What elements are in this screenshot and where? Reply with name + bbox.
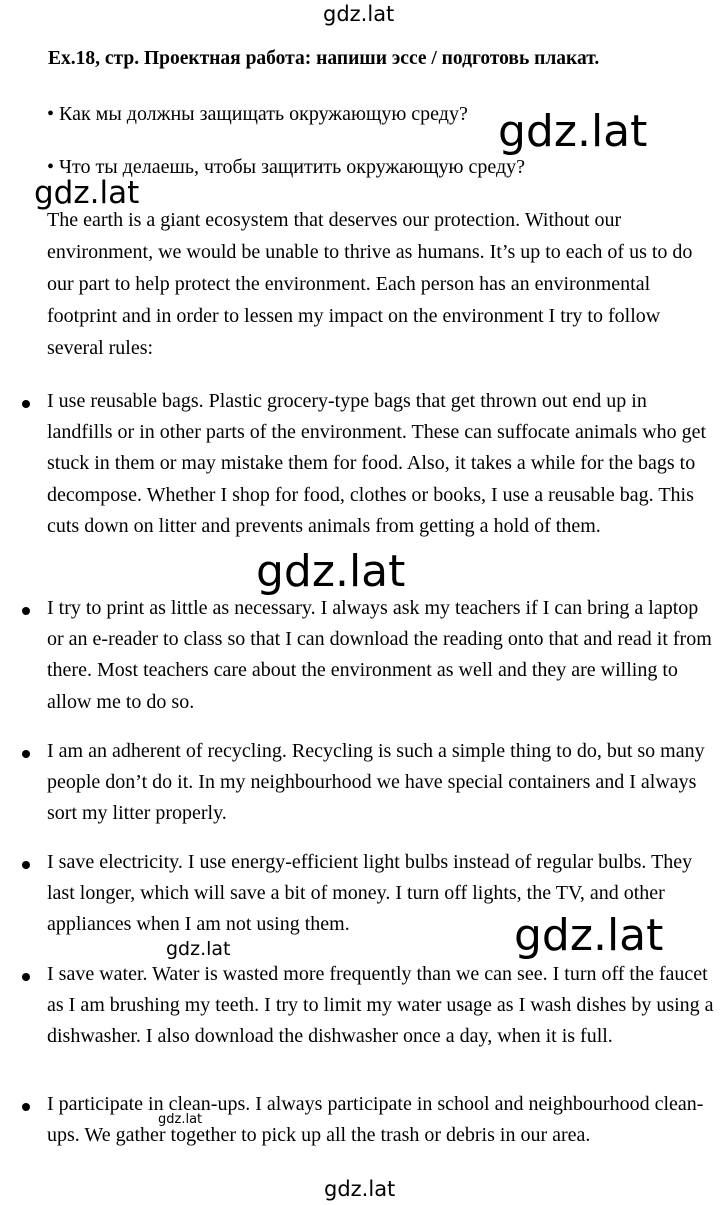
bullet-icon (22, 400, 30, 408)
list-item-text: I use reusable bags. Plastic grocery-type bags that get thrown out end up in landfills or in other parts of the environment. These can suffocate animals who get stuck in them or may mistake them for food. Also, it takes a while for the bags to decompose. Whether I shop for food, clothes or books, I use a reusable bag. This cuts down on litter and prevents animals from getting a hold of them. (47, 390, 707, 537)
watermark-large-right: gdz.lat (498, 106, 648, 157)
bullet-icon (22, 750, 30, 758)
watermark-top: gdz.lat (323, 2, 395, 26)
watermark-small-lower: gdz.lat (166, 938, 231, 960)
question-2: • Что ты делаешь, чтобы защитить окружающую среду? (47, 156, 526, 178)
list-item-text: I save water. Water is wasted more frequently than we can see. I turn off the faucet as I am brushing my teeth. I try to limit my water usage as I wash dishes by using a dishwasher. I also download the dishwasher once a day, when it is full. (47, 963, 714, 1048)
list-item-text: I participate in clean-ups. I always participate in school and neighbourhood clean-ups. We gather together to pick up all the trash or debris in our area. (47, 1093, 704, 1147)
list-item-text: I save electricity. I use energy-efficient light bulbs instead of regular bulbs. They last longer, which will save a bit of money. I turn off lights, the TV, and other appliances when I am not using them. (47, 851, 693, 936)
list-item-text: I try to print as little as necessary. I always ask my teachers if I can bring a laptop or an e-reader to class so that I can download the reading onto that and read it from there. Most teachers care about the environment as well and they are willing to allow me to do so. (47, 597, 712, 713)
bullet-icon (22, 861, 30, 869)
watermark-bottom: gdz.lat (324, 1177, 396, 1201)
list-item-text: I am an adherent of recycling. Recycling is such a simple thing to do, but so many people don’t do it. In my neighbourhood we have special containers and I always sort my litter properly. (47, 740, 705, 825)
bullet-icon (22, 1103, 30, 1111)
watermark-left: gdz.lat (34, 175, 140, 211)
watermark-tiny: gdz.lat (158, 1112, 203, 1127)
watermark-center: gdz.lat (256, 546, 406, 597)
watermark-large-lower: gdz.lat (514, 910, 664, 961)
exercise-title: Ex.18, стр. Проектная работа: напиши эссе / подготовь плакат. (48, 48, 600, 69)
bullet-icon (22, 973, 30, 981)
intro-paragraph: The earth is a giant ecosystem that deserves our protection. Without our environment, we would be unable to thrive as humans. It’s up to each of us to do our part to help protect the environment. Each person has an environmental footprint and in order to lessen my impact on the environment I try to follow several rules: (47, 209, 693, 359)
question-1: • Как мы должны защищать окружающую среду? (47, 103, 468, 125)
bullet-icon (22, 607, 30, 615)
